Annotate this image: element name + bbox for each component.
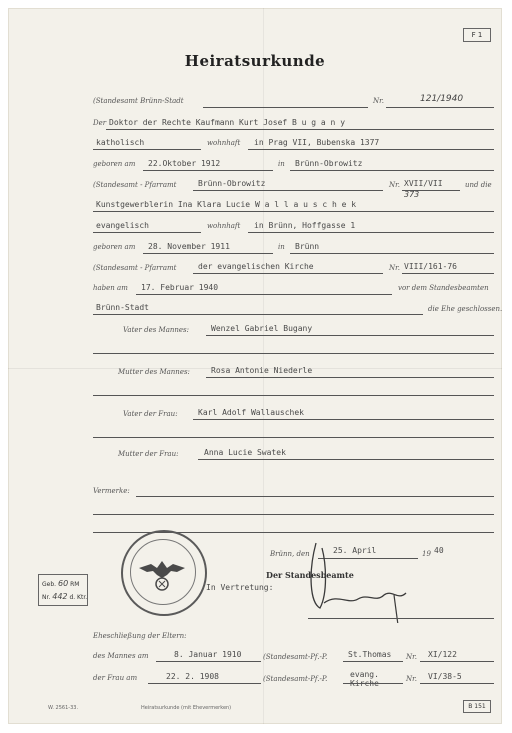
groom-birth-place: Brünn-Obrowitz	[295, 159, 363, 168]
issue-year: 40	[434, 546, 444, 555]
standesamt-short-label: (Standesamt-Pf.-P.	[263, 653, 328, 661]
in-label: in	[278, 243, 285, 251]
field-line	[143, 253, 273, 254]
bride-father: Karl Adolf Wallauschek	[198, 408, 304, 417]
field-line	[193, 190, 383, 191]
parents-woman-date: 22. 2. 1908	[166, 672, 219, 681]
marriage-office: Brünn-Stadt	[96, 303, 149, 312]
field-line	[420, 661, 494, 662]
field-line	[420, 683, 494, 684]
nr-label: Nr.	[389, 264, 400, 272]
field-line	[203, 107, 368, 108]
der-standesbeamte-label: Der Standesbeamte	[266, 570, 354, 580]
und-die-label: und die	[465, 181, 492, 189]
fee-amount: 60	[57, 579, 69, 588]
field-line	[93, 353, 494, 354]
field-line	[193, 273, 383, 274]
certificate-number: 121/1940	[420, 94, 464, 104]
geboren-am-label: geboren am	[93, 160, 136, 168]
bride-name: Kunstgewerblerin Ina Klara Lucie W a l l a u s c h e k	[96, 200, 357, 209]
footer-form-box	[463, 700, 491, 713]
mutter-frau-label: Mutter der Frau:	[118, 450, 179, 458]
wohnhaft-label: wohnhaft	[207, 222, 241, 230]
field-line	[93, 232, 201, 233]
footer-form-number: B 151	[468, 703, 486, 710]
field-line	[143, 170, 273, 171]
field-line	[156, 661, 261, 662]
bride-registry-nr: VIII/161-76	[404, 262, 457, 271]
marriage-date: 17. Februar 1940	[141, 283, 219, 292]
parents-man-nr: XI/122	[428, 650, 457, 659]
field-line	[206, 377, 494, 378]
parents-woman-nr: VI/38-5	[428, 672, 462, 681]
footer-code: W. 2561-33.	[48, 705, 79, 711]
eheschliessung-eltern-label: Eheschließung der Eltern:	[93, 632, 187, 640]
year-prefix: 19	[422, 550, 431, 558]
groom-mother: Rosa Antonie Niederle	[211, 366, 313, 375]
field-line	[193, 419, 494, 420]
groom-address: in Prag VII, Bubenska 1377	[254, 138, 380, 147]
field-line	[106, 129, 494, 130]
field-line	[343, 661, 403, 662]
haben-am-label: haben am	[93, 284, 128, 292]
standesamt-short-label: (Standesamt-Pf.-P.	[263, 675, 328, 683]
field-line	[402, 273, 494, 274]
groom-registry: Brünn-Obrowitz	[198, 179, 266, 188]
groom-religion: katholisch	[96, 138, 145, 147]
groom-birth-date: 22.Oktober 1912	[148, 159, 221, 168]
fee-box	[38, 574, 88, 606]
signature-icon	[298, 533, 428, 623]
field-line	[290, 170, 494, 171]
field-line	[386, 107, 494, 108]
vor-dem-label: vor dem Standesbeamten	[398, 284, 489, 292]
bride-nr-handwritten: 373	[404, 190, 420, 199]
geboren-am-label: geboren am	[93, 243, 136, 251]
der-frau-am-label: der Frau am	[93, 674, 138, 682]
standesamt-pfarramt-label: (Standesamt - Pfarramt	[93, 264, 177, 272]
parents-man-date: 8. Januar 1910	[174, 650, 242, 659]
nr-label: Nr.	[406, 653, 417, 661]
ehe-geschlossen-label: die Ehe geschlossen.	[428, 305, 502, 313]
field-line	[198, 459, 494, 460]
standesamt-label: (Standesamt Brünn-Stadt	[93, 97, 184, 105]
field-line	[136, 294, 392, 295]
vater-mann-label: Vater des Mannes:	[123, 326, 190, 334]
official-seal	[121, 530, 207, 616]
bride-birth-date: 28. November 1911	[148, 242, 230, 251]
in-vertretung: In Vertretung:	[206, 583, 274, 592]
parents-woman-registry: evang. Kirche	[350, 670, 379, 688]
der-label: Der	[93, 119, 107, 127]
standesamt-pfarramt-label: (Standesamt - Pfarramt	[93, 181, 177, 189]
field-line	[93, 514, 494, 515]
in-label: in	[278, 160, 285, 168]
nr-label: Nr.	[406, 675, 417, 683]
issue-date: 25. April	[333, 546, 377, 555]
bride-mother: Anna Lucie Swatek	[204, 448, 286, 457]
field-line	[290, 253, 494, 254]
field-line	[343, 683, 403, 684]
bride-address: in Brünn, Hoffgasse 1	[254, 221, 356, 230]
vermerke-label: Vermerke:	[93, 487, 130, 495]
wohnhaft-label: wohnhaft	[207, 139, 241, 147]
form-code-box	[463, 28, 491, 42]
field-line	[206, 335, 494, 336]
document-page	[8, 8, 502, 724]
fee-kr-label: d. Ktr.	[69, 594, 88, 601]
bruenn-den-label: Brünn, den	[270, 550, 310, 558]
field-line	[93, 149, 201, 150]
field-line	[136, 496, 494, 497]
field-line	[93, 314, 423, 315]
field-line	[93, 437, 494, 438]
bride-birth-place: Brünn	[295, 242, 320, 251]
fee-nr-label: Nr.	[42, 594, 51, 601]
fee-geb-label: Geb.	[42, 581, 57, 588]
groom-name: Doktor der Rechte Kaufmann Kurt Josef B u g a n y	[109, 118, 346, 127]
vater-frau-label: Vater der Frau:	[123, 410, 178, 418]
bride-registry: der evangelischen Kirche	[198, 262, 314, 271]
field-line	[308, 618, 494, 619]
parents-man-registry: St.Thomas	[348, 650, 392, 659]
field-line	[93, 211, 494, 212]
field-line	[248, 149, 494, 150]
fee-nr-value: 442	[52, 592, 68, 601]
footer-form-name: Heiratsurkunde (mit Ehevermerken)	[141, 705, 232, 711]
des-mannes-am-label: des Mannes am	[93, 652, 149, 660]
fee-rm-label: RM	[70, 581, 80, 588]
mutter-mann-label: Mutter des Mannes:	[118, 368, 190, 376]
groom-father: Wenzel Gabriel Bugany	[211, 324, 313, 333]
bride-religion: evangelisch	[96, 221, 149, 230]
field-line	[93, 395, 494, 396]
field-line	[248, 232, 494, 233]
form-code: F 1	[471, 31, 483, 39]
document-title: Heiratsurkunde	[184, 52, 326, 70]
eagle-emblem-icon	[121, 530, 203, 612]
nr-label: Nr.	[389, 181, 400, 189]
nr-label: Nr.	[373, 97, 384, 105]
groom-registry-nr: XVII/VII	[404, 179, 443, 188]
field-line	[148, 683, 261, 684]
